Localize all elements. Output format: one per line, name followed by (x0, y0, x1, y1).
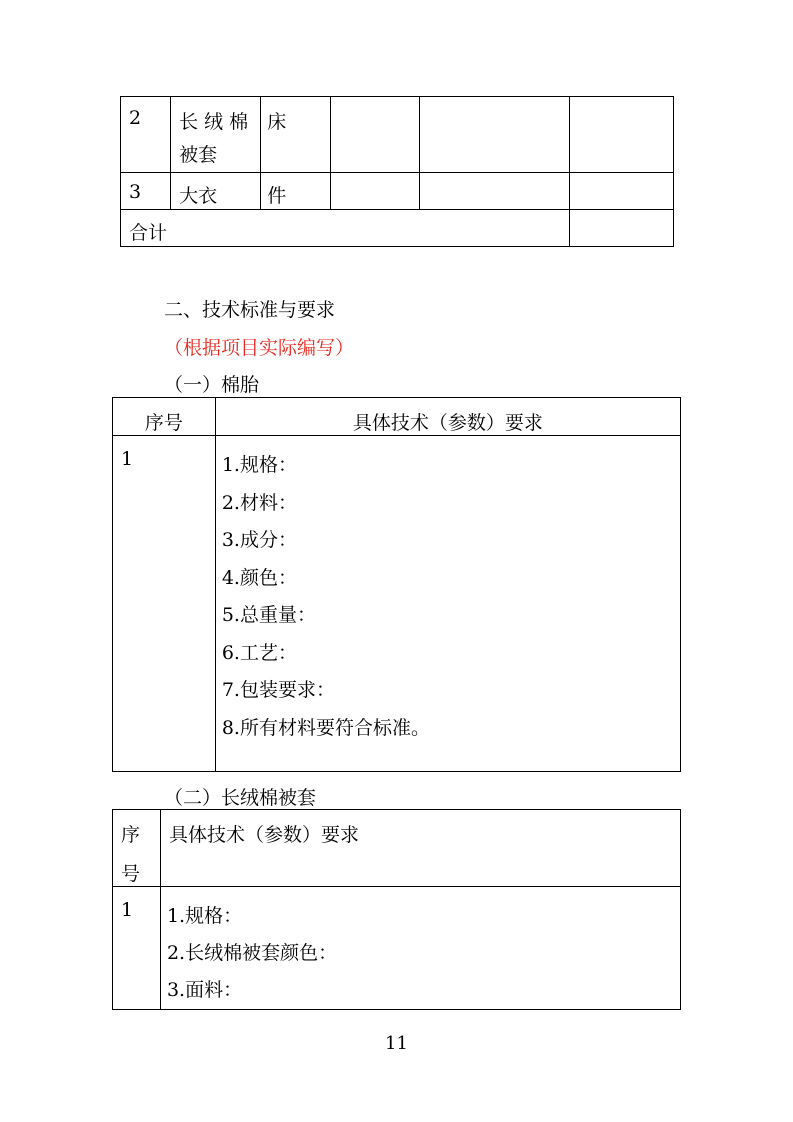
table-header-row (113, 398, 681, 436)
spec-item: 7.包装要求： (221, 679, 335, 701)
cover-spec-table (112, 809, 681, 1010)
item-unit: 床 (261, 97, 331, 173)
subsection-heading-cotton: （一）棉胎 (164, 374, 260, 396)
empty-cell (569, 173, 673, 210)
empty-cell (331, 97, 419, 173)
item-name: 长 绒 棉 被套 (171, 97, 261, 173)
cotton-spec-table (112, 397, 681, 772)
spec-item: 1.规格： (221, 454, 297, 476)
section-note: （根据项目实际编写） (164, 337, 355, 359)
empty-cell (569, 97, 673, 173)
row-number: 1 (113, 887, 161, 1010)
table-row (121, 97, 674, 173)
header-serial: 序 号 (113, 810, 161, 887)
total-row (121, 210, 674, 247)
total-label: 合计 (121, 210, 570, 247)
section-heading: 二、技术标准与要求 (164, 299, 336, 321)
spec-item: 8.所有材料要符合标准。 (221, 716, 430, 739)
spec-item: 2.材料： (221, 491, 297, 514)
header-spec: 具体技术（参数）要求 (160, 810, 680, 887)
spec-item: 2.长绒棉被套颜色： (166, 942, 338, 964)
header-serial: 序号 (113, 398, 216, 436)
table-header-row (113, 810, 681, 887)
spec-list (160, 887, 680, 1010)
table-row (121, 173, 674, 210)
subsection-heading-cover: （二）长绒棉被套 (164, 787, 317, 809)
spec-item: 5.总重量： (221, 604, 316, 626)
spec-item: 3.成分： (221, 529, 297, 551)
empty-cell (331, 173, 419, 210)
page-number: 11 (385, 1033, 408, 1054)
table-row (113, 887, 681, 1010)
items-table (120, 96, 674, 247)
spec-list (215, 436, 680, 772)
row-number: 1 (113, 436, 216, 772)
spec-item: 6.工艺： (221, 641, 297, 664)
row-number: 3 (121, 173, 171, 210)
header-spec: 具体技术（参数）要求 (215, 398, 680, 436)
table-row (113, 436, 681, 772)
spec-item: 3.面料： (166, 979, 243, 1001)
item-unit: 件 (261, 173, 331, 210)
row-number: 2 (121, 97, 171, 173)
spec-item: 4.颜色： (221, 566, 297, 589)
spec-item: 1.规格： (166, 905, 243, 927)
item-name: 大衣 (171, 173, 261, 210)
total-value (569, 210, 673, 247)
empty-cell (419, 97, 569, 173)
empty-cell (419, 173, 569, 210)
